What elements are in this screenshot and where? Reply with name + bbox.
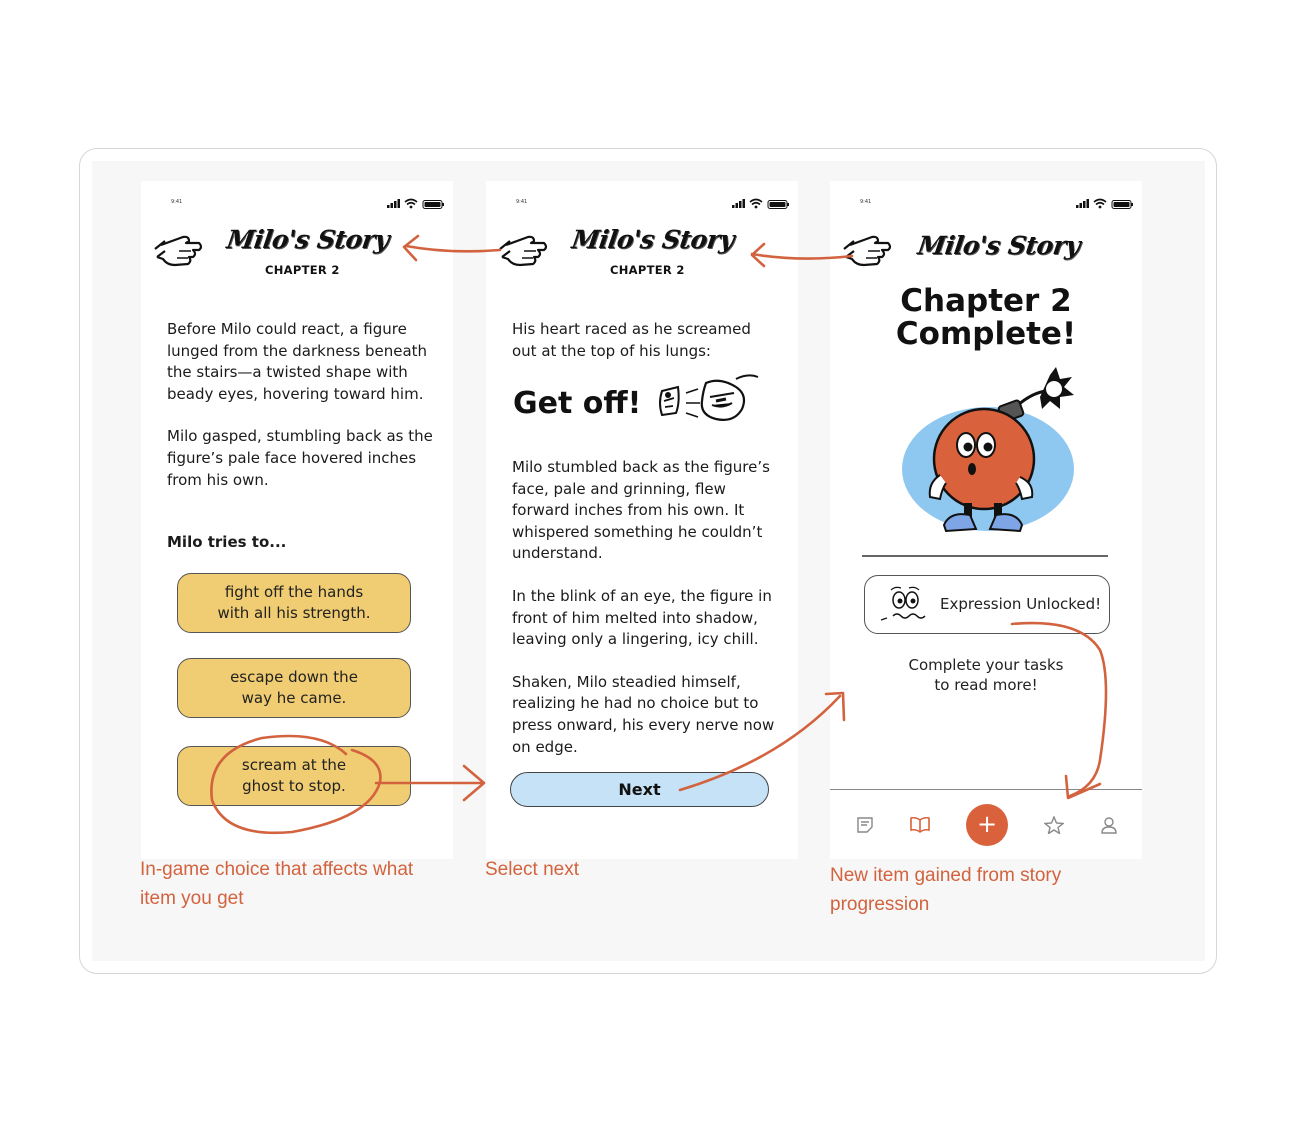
expression-face-icon	[879, 584, 929, 630]
tasks-line: to read more!	[934, 676, 1038, 694]
tasks-line: Complete your tasks	[908, 656, 1064, 674]
choice-button-scream[interactable]: scream at the ghost to stop.	[177, 746, 411, 806]
chapter-label: CHAPTER 2	[265, 263, 340, 277]
star-icon[interactable]	[1044, 816, 1064, 838]
status-time: 9:41	[516, 199, 528, 205]
story-intro: His heart raced as he screamed out at the top of his lungs:	[512, 320, 751, 360]
pointing-hand-icon[interactable]	[153, 227, 207, 275]
caption-line: item you get	[140, 888, 244, 909]
status-bar	[830, 195, 1142, 211]
title-line: Chapter 2	[900, 283, 1072, 319]
pointing-hand-icon[interactable]	[842, 227, 896, 275]
caption-next: Select next	[485, 859, 579, 880]
book-icon[interactable]	[910, 816, 930, 838]
section-divider	[862, 555, 1108, 557]
status-bar	[141, 195, 453, 211]
app-logo: Milo's Story	[224, 225, 391, 254]
bottom-tab-bar	[830, 789, 1142, 859]
status-time: 9:41	[171, 199, 183, 205]
tasks-icon[interactable]	[856, 816, 874, 838]
expression-unlocked-card[interactable]	[864, 575, 1110, 634]
app-header	[141, 223, 453, 281]
choice-button-fight[interactable]: fight off the hands with all his strength.	[177, 573, 411, 633]
bomb-character-icon	[900, 365, 1076, 549]
app-header	[830, 223, 1142, 281]
chapter-label: CHAPTER 2	[610, 263, 685, 277]
story-paragraph: Before Milo could react, a figure lunged from the darkness beneath the stairs—a twisted shape with beady eyes, hovering toward him.	[167, 320, 428, 403]
app-header	[486, 223, 798, 281]
status-icons	[387, 195, 447, 214]
title-line: Complete!	[895, 316, 1077, 352]
app-logo: Milo's Story	[915, 231, 1082, 260]
exclamation-text: Get off!	[513, 386, 642, 421]
story-text	[512, 457, 780, 758]
angry-face-icon	[656, 373, 764, 437]
caption-choice	[140, 855, 413, 913]
status-icons	[732, 195, 792, 214]
tasks-message	[830, 655, 1142, 695]
story-paragraph: Shaken, Milo steadied himself, realizing he had no choice but to press onward, his every nerve now on edge.	[512, 672, 775, 756]
choice-prompt: Milo tries to...	[167, 533, 287, 551]
story-paragraph: Milo gasped, stumbling back as the figure’s pale face hovered inches from his own.	[167, 427, 433, 489]
next-button[interactable]: Next	[510, 772, 769, 807]
status-icons	[1076, 195, 1136, 214]
caption-line: New item gained from story	[830, 865, 1062, 886]
story-paragraph: In the blink of an eye, the figure in front of him melted into shadow, leaving only a lingering, icy chill.	[512, 586, 772, 649]
chapter-complete-title	[830, 285, 1142, 351]
complete-screen	[830, 181, 1142, 859]
caption-line: In-game choice that affects what	[140, 859, 414, 880]
story-paragraph: Milo stumbled back as the figure’s face, pale and grinning, flew forward inches from his own. It whispered something he couldn’t understand.	[512, 458, 770, 563]
add-button[interactable]: +	[966, 804, 1008, 846]
choice-button-escape[interactable]: escape down the way he came.	[177, 658, 411, 718]
status-bar	[486, 195, 798, 211]
story-screen	[486, 181, 798, 859]
story-text	[167, 319, 435, 491]
profile-icon[interactable]	[1100, 816, 1118, 838]
status-time: 9:41	[860, 199, 872, 205]
app-logo: Milo's Story	[569, 225, 736, 254]
pointing-hand-icon[interactable]	[498, 227, 552, 275]
caption-item	[830, 861, 1061, 919]
choice-screen	[141, 181, 453, 859]
unlock-label: Expression Unlocked!	[940, 595, 1102, 613]
caption-line: progression	[830, 894, 930, 915]
